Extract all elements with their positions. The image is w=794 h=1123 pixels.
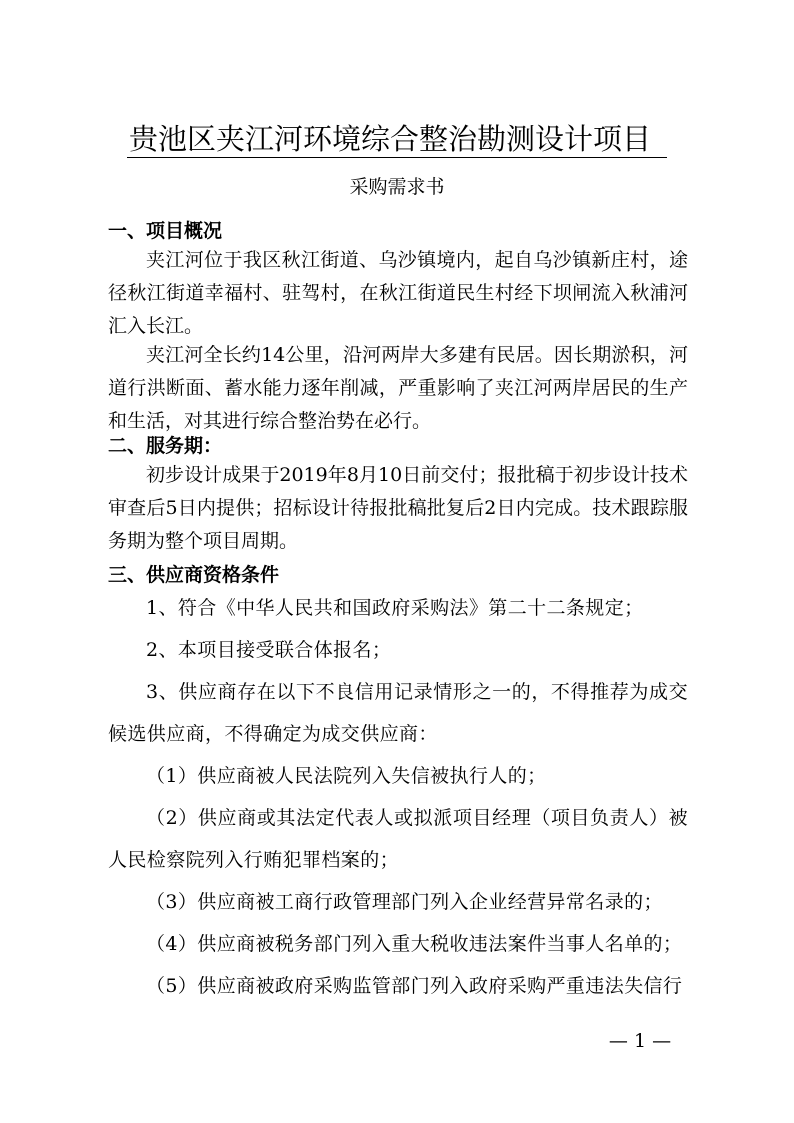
- page-number: — 1 —: [608, 1030, 672, 1052]
- qualification-item-2: 2、本项目接受联合体报名；: [146, 639, 392, 661]
- paragraph-river-condition: 夹江河全长约14公里，沿河两岸大多建有民居。因长期淤积，河道行洪断面、蓄水能力逐年削减，严重影响了夹江河两岸居民的生产和生活，对其进行综合整治势在必行。: [108, 344, 688, 432]
- credit-condition-1: （1）供应商被人民法院列入失信被执行人的；: [146, 765, 547, 787]
- document-title: [0, 121, 794, 158]
- document-subtitle: 采购需求书: [349, 176, 445, 198]
- credit-condition-3: （3）供应商被工商行政管理部门列入企业经营异常名录的；: [146, 891, 663, 913]
- credit-condition-4: （4）供应商被税务部门列入重大税收违法案件当事人名单的；: [146, 933, 683, 955]
- document-title-text: 贵池区夹江河环境综合整治勘测设计项目: [127, 121, 667, 158]
- section-heading-overview: 一、项目概况: [108, 220, 223, 242]
- credit-condition-5: （5）供应商被政府采购监管部门列入政府采购严重违法失信行: [146, 975, 683, 997]
- section-heading-qualifications: 三、供应商资格条件: [108, 564, 280, 586]
- paragraph-river-location: 夹江河位于我区秋江街道、乌沙镇境内，起自乌沙镇新庄村，途径秋江街道幸福村、驻驾村，在秋江街道民生村经下坝闸流入秋浦河汇入长江。: [108, 249, 688, 337]
- section-heading-service-period: 二、服务期：: [108, 435, 223, 457]
- qualification-item-3: 3、供应商存在以下不良信用记录情形之一的，不得推荐为成交候选供应商，不得确定为成交供应商：: [108, 681, 688, 745]
- paragraph-service-period: 初步设计成果于2019年8月10日前交付；报批稿于初步设计技术审查后5日内提供；招标设计待报批稿批复后2日内完成。技术跟踪服务期为整个项目周期。: [108, 464, 688, 552]
- credit-condition-2: （2）供应商或其法定代表人或拟派项目经理（项目负责人）被人民检察院列入行贿犯罪档案的；: [108, 807, 688, 871]
- qualification-item-1: 1、符合《中华人民共和国政府采购法》第二十二条规定；: [146, 597, 644, 619]
